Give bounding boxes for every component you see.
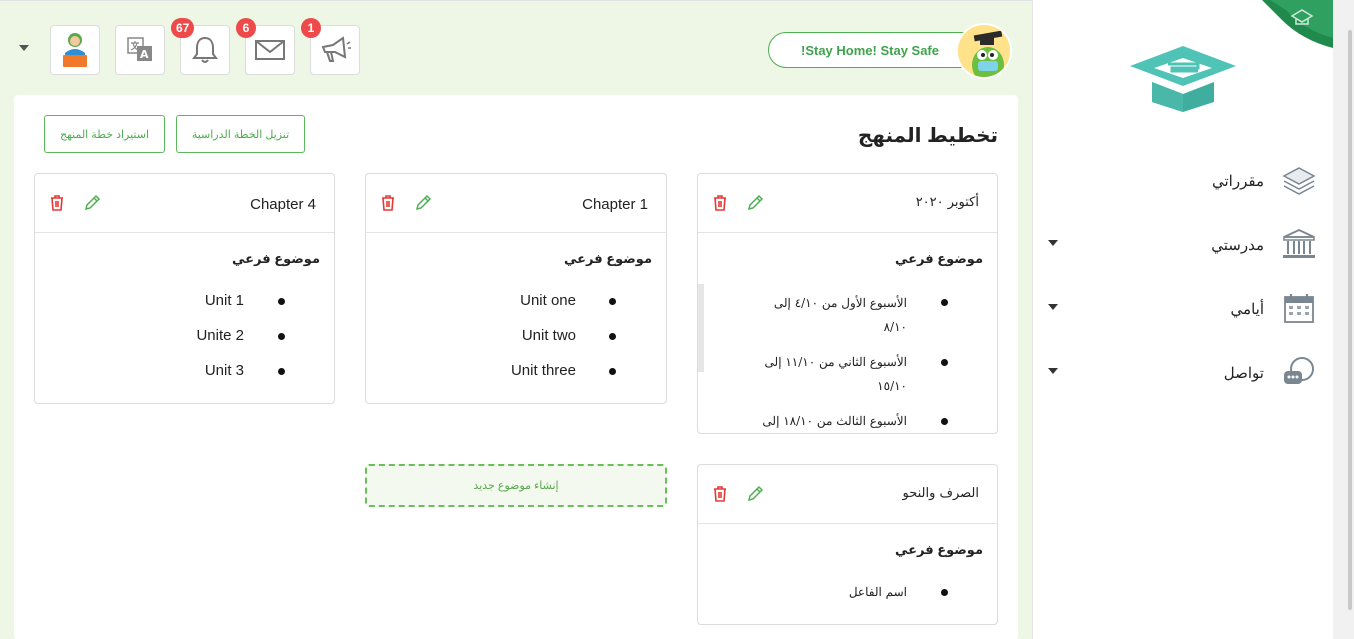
curriculum-panel (14, 95, 1018, 639)
topic-card-chapter-1 (365, 173, 667, 404)
new-topic-button[interactable]: إنشاء موضوع جديد (365, 464, 667, 507)
pencil-icon[interactable] (83, 194, 101, 212)
translate-icon (125, 35, 155, 65)
card-subtitle: موضوع فرعي (894, 542, 983, 557)
import-plan-button[interactable]: استيراد خطة المنهج (44, 115, 165, 153)
sidebar-item-label: مدرستي (1211, 236, 1264, 254)
svg-text:A: A (140, 48, 149, 61)
trash-icon[interactable] (712, 194, 728, 212)
chat-bubbles-icon (1282, 356, 1316, 388)
card-header (698, 465, 997, 524)
envelope-icon (254, 38, 286, 62)
pencil-icon[interactable] (414, 194, 432, 212)
trash-icon[interactable] (380, 194, 396, 212)
notifications-badge: 67 (171, 18, 194, 38)
card-header (35, 174, 334, 233)
card-title: Chapter 4 (250, 196, 316, 213)
topic-card-grammar (697, 464, 998, 625)
pencil-icon[interactable] (746, 485, 764, 503)
scrollbar-thumb[interactable] (1348, 30, 1352, 610)
list-item: الأسبوع الأول من ٤/١٠ إلى ٨/١٠ (773, 296, 907, 334)
card-scroll-indicator[interactable] (698, 284, 704, 372)
bell-icon (191, 35, 219, 65)
layers-icon (1282, 164, 1316, 196)
list-item: الأسبوع الثاني من ١١/١٠ إلى ١٥/١٠ (764, 355, 907, 393)
sidebar-item-my-school[interactable] (1054, 224, 1334, 264)
corner-ribbon (1262, 0, 1333, 48)
list-item: Unite 2 (196, 327, 244, 344)
announcements-button[interactable] (307, 21, 360, 75)
list-item: Unit 1 (204, 292, 244, 309)
card-header (698, 174, 997, 233)
megaphone-icon (319, 35, 351, 65)
bullet (609, 298, 616, 305)
bullet (609, 368, 616, 375)
bullet (941, 359, 948, 366)
bullet (941, 299, 948, 306)
list-item: الأسبوع الثالث من ١٨/١٠ إلى (762, 414, 907, 428)
bullet (278, 368, 285, 375)
sidebar-item-label: مقرراتي (1212, 172, 1264, 190)
list-item: Unit 3 (204, 362, 244, 379)
card-title: Chapter 1 (582, 196, 648, 213)
notifications-button[interactable] (176, 21, 230, 75)
announcements-badge: 1 (301, 18, 321, 38)
bullet (941, 418, 948, 425)
bullet (278, 333, 285, 340)
pencil-icon[interactable] (746, 194, 764, 212)
sidebar-item-my-courses[interactable] (1054, 160, 1334, 200)
topic-card-october (697, 173, 998, 434)
bullet (278, 298, 285, 305)
trash-icon[interactable] (49, 194, 65, 212)
card-header (366, 174, 666, 233)
list-item: Unit one (520, 292, 576, 309)
school-building-icon (1282, 228, 1316, 260)
sidebar-item-my-days[interactable] (1054, 288, 1334, 328)
card-title: الصرف والنحو (902, 486, 979, 501)
language-button[interactable] (115, 25, 165, 75)
student-icon (58, 31, 92, 69)
topic-card-chapter-4 (34, 173, 335, 404)
card-title: أكتوبر ٢٠٢٠ (915, 195, 979, 210)
page-title: تخطيط المنهج (857, 125, 998, 147)
trash-icon[interactable] (712, 485, 728, 503)
stay-safe-banner: !Stay Home! Stay Safe (768, 32, 988, 68)
sidebar-item-communicate[interactable] (1054, 352, 1334, 392)
card-subtitle: موضوع فرعي (231, 251, 320, 266)
messages-button[interactable] (242, 21, 295, 75)
list-item: Unit three (510, 362, 576, 379)
list-item: Unit two (521, 327, 576, 344)
caret-down-icon[interactable] (19, 45, 29, 51)
bullet (609, 333, 616, 340)
list-item: اسم الفاعل (848, 585, 907, 599)
mascot-avatar[interactable] (956, 23, 1012, 79)
bullet (941, 589, 948, 596)
profile-button[interactable] (50, 25, 100, 75)
download-plan-button[interactable]: تنزيل الخطة الدراسية (176, 115, 305, 153)
messages-badge: 6 (236, 18, 256, 38)
school-logo (1128, 44, 1238, 112)
calendar-icon (1282, 292, 1316, 324)
card-subtitle: موضوع فرعي (894, 251, 983, 266)
sidebar-item-label: أيامي (1230, 300, 1264, 318)
sidebar-item-label: تواصل (1223, 364, 1264, 382)
card-subtitle: موضوع فرعي (563, 251, 652, 266)
